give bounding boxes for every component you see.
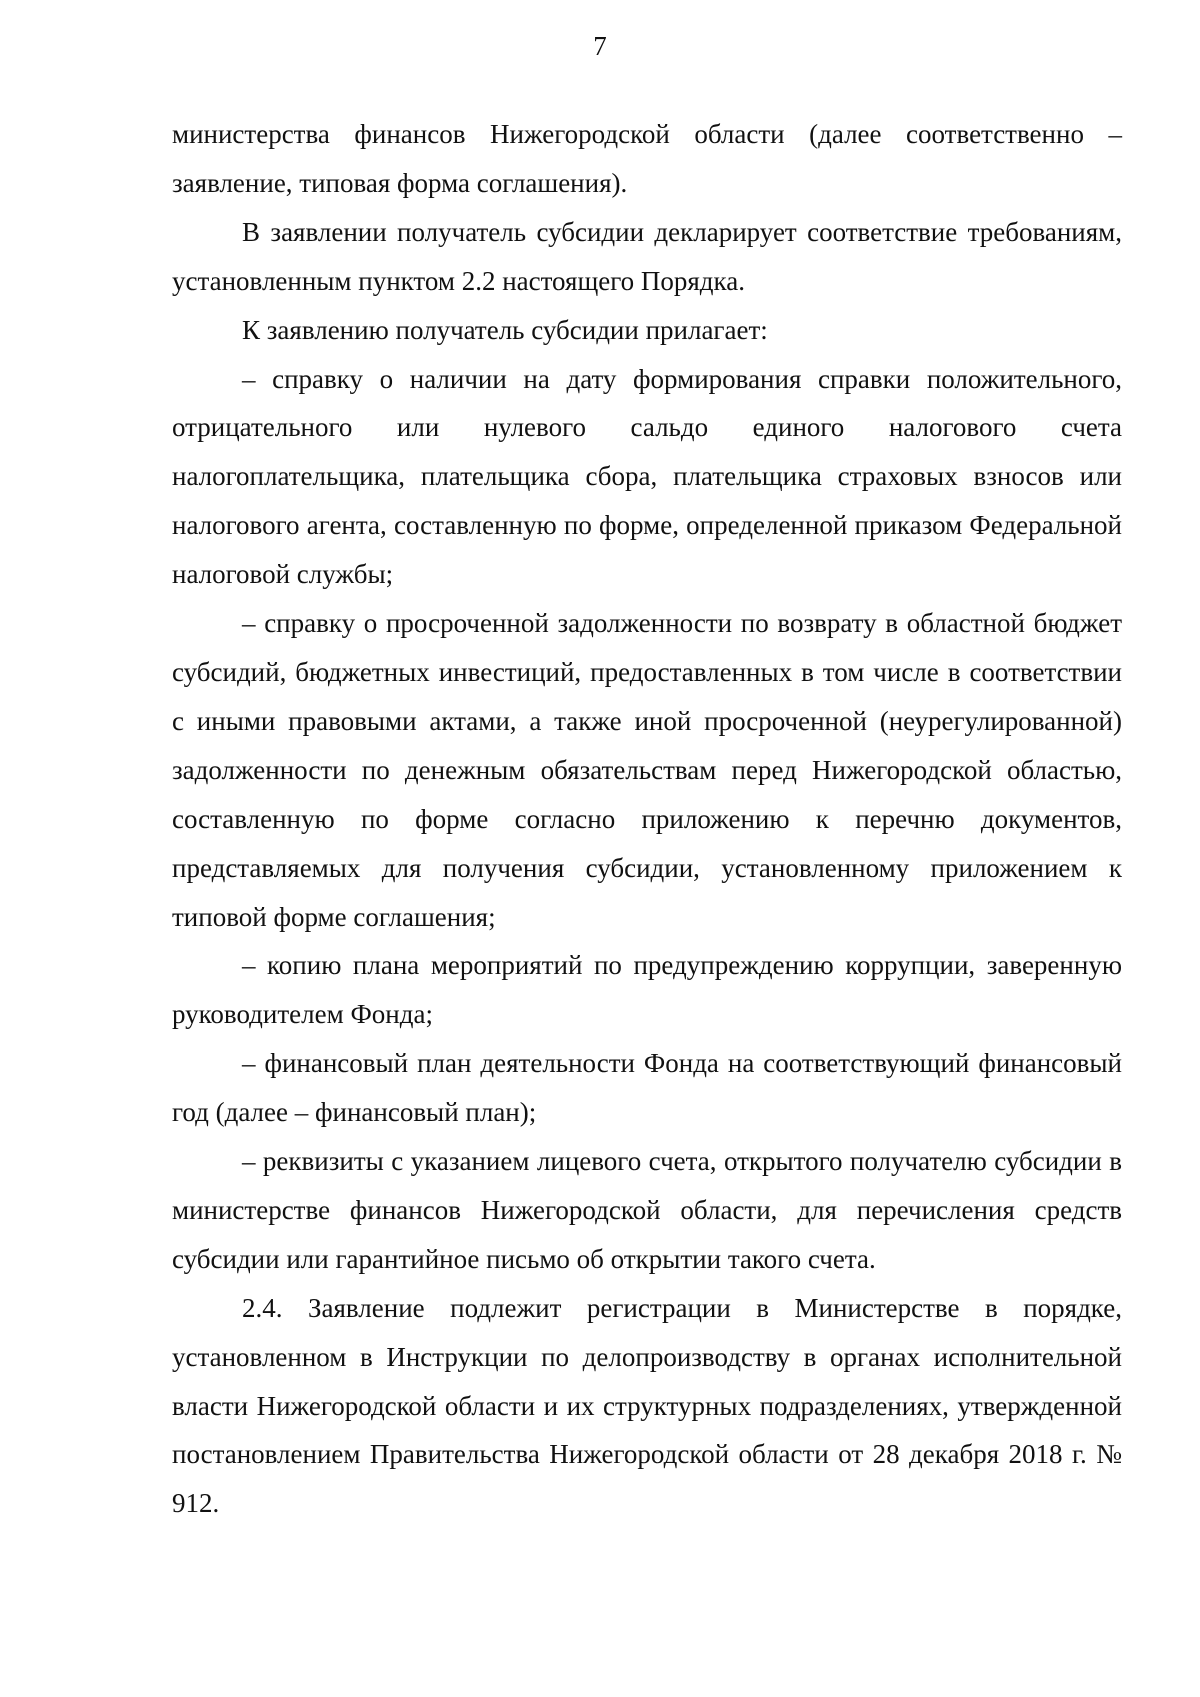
list-item-tax-balance-certificate: – справку о наличии на дату формирования справки положительного, отрицательного или нулевого сальдо единого налогового счета налогоплательщика, плательщика сбора, плательщика страховых взносов или налогового агента, составленную по форме, определенной приказом Федеральной налоговой службы; <box>172 363 1122 590</box>
paragraph-declaration: В заявлении получатель субсидии декларирует соответствие требованиям, установленным пунктом 2.2 настоящего Порядка. <box>172 216 1122 296</box>
list-item-overdue-debt-certificate: – справку о просроченной задолженности по возврату в областной бюджет субсидий, бюджетных инвестиций, предоставленных в том числе в соответствии с иными правовыми актами, а также иной просроченной (неурегулированной) задолженности по денежным обязательствам перед Нижегородской областью, составленную по форме согласно приложению к перечню документов, представляемых для получения субсидии, установленному приложением к типовой форме соглашения; <box>172 608 1122 932</box>
list-item-financial-plan: – финансовый план деятельности Фонда на соответствующий финансовый год (далее – финансовый план); <box>172 1048 1122 1128</box>
paragraph-attachments-intro: К заявлению получатель субсидии прилагает: <box>242 314 768 345</box>
page-number: 7 <box>593 31 607 61</box>
paragraph-continuation: министерства финансов Нижегородской области (далее соответственно – заявление, типовая форма соглашения). <box>172 119 1122 198</box>
list-item-anticorruption-plan: – копию плана мероприятий по предупреждению коррупции, заверенную руководителем Фонда; <box>172 950 1122 1030</box>
list-item-bank-details: – реквизиты с указанием лицевого счета, открытого получателю субсидии в министерстве финансов Нижегородской области, для перечисления средств субсидии или гарантийное письмо об открытии такого счета. <box>172 1146 1122 1274</box>
paragraph-section-2-4: 2.4. Заявление подлежит регистрации в Министерстве в порядке, установленном в Инструкции по делопроизводству в органах исполнительной власти Нижегородской области и их структурных подразделениях, утвержденной постановлением Правительства Нижегородской области от 28 декабря 2018 г. № 912. <box>172 1292 1122 1519</box>
document-body <box>172 110 1122 1528</box>
